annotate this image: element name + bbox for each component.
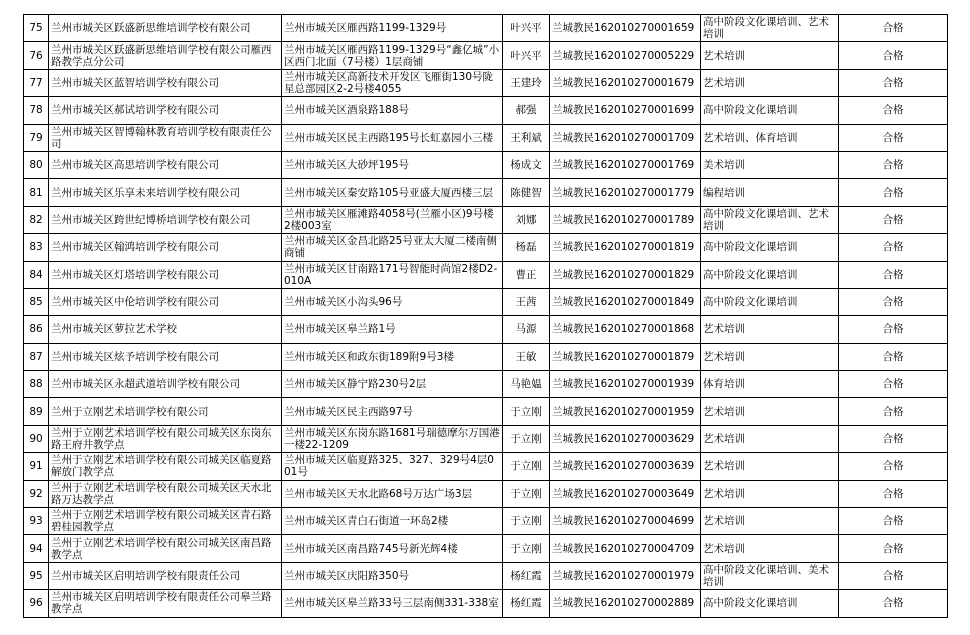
table-row (24, 15, 948, 42)
school-inspection-table (23, 14, 948, 618)
license-number-cell: 兰城教民162010270003629 (550, 425, 701, 452)
address-cell: 兰州市城关区东岗东路1681号瑞德摩尔万国港一楼22-1209 (282, 425, 503, 452)
license-number-cell: 兰城教民162010270001779 (550, 179, 701, 206)
table-body (24, 15, 948, 618)
license-number-cell: 兰城教民162010270001819 (550, 234, 701, 261)
institution-name-cell: 兰州市城关区乐享未来培训学校有限公司 (49, 179, 282, 206)
training-scope-cell: 艺术培训 (701, 42, 839, 69)
institution-name-cell: 兰州市城关区郝试培训学校有限公司 (49, 97, 282, 124)
legal-representative-cell: 杨红霞 (503, 562, 550, 589)
training-scope-cell: 艺术培训 (701, 69, 839, 96)
row-number-cell: 90 (24, 425, 49, 452)
legal-representative-cell: 于立刚 (503, 398, 550, 425)
legal-representative-cell: 马源 (503, 316, 550, 343)
address-cell: 兰州市城关区酒泉路188号 (282, 97, 503, 124)
row-number-cell: 78 (24, 97, 49, 124)
row-number-cell: 75 (24, 15, 49, 42)
institution-name-cell: 兰州市城关区跨世纪博桥培训学校有限公司 (49, 206, 282, 233)
institution-name-cell: 兰州市城关区萝拉艺术学校 (49, 316, 282, 343)
row-number-cell: 85 (24, 288, 49, 315)
address-cell: 兰州市城关区小沟头96号 (282, 288, 503, 315)
row-number-cell: 92 (24, 480, 49, 507)
institution-name-cell: 兰州市城关区启明培训学校有限责任公司皋兰路教学点 (49, 590, 282, 617)
table-row (24, 398, 948, 425)
license-number-cell: 兰城教民162010270001709 (550, 124, 701, 151)
inspection-result-cell: 合格 (839, 69, 948, 96)
table-row (24, 179, 948, 206)
legal-representative-cell: 曹正 (503, 261, 550, 288)
legal-representative-cell: 于立刚 (503, 535, 550, 562)
inspection-result-cell: 合格 (839, 97, 948, 124)
address-cell: 兰州市城关区金昌北路25号亚太大厦二楼南侧商铺 (282, 234, 503, 261)
training-scope-cell: 美术培训 (701, 151, 839, 178)
address-cell: 兰州市城关区皋兰路1号 (282, 316, 503, 343)
inspection-result-cell: 合格 (839, 535, 948, 562)
address-cell: 兰州市城关区秦安路105号亚盛大厦西楼三层 (282, 179, 503, 206)
inspection-result-cell: 合格 (839, 316, 948, 343)
address-cell: 兰州市城关区和政东街189附9号3楼 (282, 343, 503, 370)
legal-representative-cell: 马艳媪 (503, 371, 550, 398)
inspection-result-cell: 合格 (839, 508, 948, 535)
table-row (24, 508, 948, 535)
training-scope-cell: 高中阶段文化课培训、美术培训 (701, 562, 839, 589)
address-cell: 兰州市城关区民主西路195号长虹嘉园小三楼 (282, 124, 503, 151)
inspection-result-cell: 合格 (839, 371, 948, 398)
row-number-cell: 83 (24, 234, 49, 261)
training-scope-cell: 高中阶段文化课培训 (701, 97, 839, 124)
table-row (24, 535, 948, 562)
legal-representative-cell: 叶兴平 (503, 15, 550, 42)
legal-representative-cell: 杨磊 (503, 234, 550, 261)
training-scope-cell: 艺术培训、体育培训 (701, 124, 839, 151)
address-cell: 兰州市城关区青白石街道一环岛2楼 (282, 508, 503, 535)
inspection-result-cell: 合格 (839, 590, 948, 617)
address-cell: 兰州市城关区皋兰路33号三层南侧331-338室 (282, 590, 503, 617)
row-number-cell: 80 (24, 151, 49, 178)
license-number-cell: 兰城教民162010270001789 (550, 206, 701, 233)
legal-representative-cell: 刘娜 (503, 206, 550, 233)
inspection-result-cell: 合格 (839, 234, 948, 261)
table-row (24, 453, 948, 480)
training-scope-cell: 体育培训 (701, 371, 839, 398)
institution-name-cell: 兰州市城关区智博翰林教育培训学校有限责任公司 (49, 124, 282, 151)
row-number-cell: 95 (24, 562, 49, 589)
license-number-cell: 兰城教民162010270001868 (550, 316, 701, 343)
training-scope-cell: 高中阶段文化课培训 (701, 234, 839, 261)
institution-name-cell: 兰州市城关区跃盛新思维培训学校有限公司雁西路教学点分公司 (49, 42, 282, 69)
table-row (24, 69, 948, 96)
license-number-cell: 兰城教民162010270004709 (550, 535, 701, 562)
table-row (24, 425, 948, 452)
training-scope-cell: 艺术培训 (701, 535, 839, 562)
institution-name-cell: 兰州市城关区启明培训学校有限责任公司 (49, 562, 282, 589)
row-number-cell: 86 (24, 316, 49, 343)
inspection-result-cell: 合格 (839, 453, 948, 480)
institution-name-cell: 兰州市城关区高思培训学校有限公司 (49, 151, 282, 178)
row-number-cell: 79 (24, 124, 49, 151)
address-cell: 兰州市城关区雁西路1199-1329号 (282, 15, 503, 42)
training-scope-cell: 高中阶段文化课培训 (701, 288, 839, 315)
institution-name-cell: 兰州于立刚艺术培训学校有限公司城关区青石路碧桂园教学点 (49, 508, 282, 535)
address-cell: 兰州市城关区雁滩路4058号(兰雁小区)9号楼2楼003室 (282, 206, 503, 233)
legal-representative-cell: 王利斌 (503, 124, 550, 151)
license-number-cell: 兰城教民162010270001769 (550, 151, 701, 178)
inspection-result-cell: 合格 (839, 562, 948, 589)
address-cell: 兰州市城关区庆阳路350号 (282, 562, 503, 589)
training-scope-cell: 编程培训 (701, 179, 839, 206)
institution-name-cell: 兰州市城关区永超武道培训学校有限公司 (49, 371, 282, 398)
training-scope-cell: 艺术培训 (701, 343, 839, 370)
license-number-cell: 兰城教民162010270003639 (550, 453, 701, 480)
license-number-cell: 兰城教民162010270001959 (550, 398, 701, 425)
training-scope-cell: 高中阶段文化课培训 (701, 261, 839, 288)
row-number-cell: 87 (24, 343, 49, 370)
address-cell: 兰州市城关区民主西路97号 (282, 398, 503, 425)
address-cell: 兰州市城关区临夏路325、327、329号4层001号 (282, 453, 503, 480)
training-scope-cell: 高中阶段文化课培训 (701, 590, 839, 617)
legal-representative-cell: 于立刚 (503, 453, 550, 480)
legal-representative-cell: 郝强 (503, 97, 550, 124)
row-number-cell: 89 (24, 398, 49, 425)
inspection-result-cell: 合格 (839, 288, 948, 315)
table-row (24, 261, 948, 288)
address-cell: 兰州市城关区高新技术开发区飞雁街130号陇星总部园区2-2号楼4055 (282, 69, 503, 96)
inspection-result-cell: 合格 (839, 480, 948, 507)
training-scope-cell: 艺术培训 (701, 453, 839, 480)
training-scope-cell: 高中阶段文化课培训、艺术培训 (701, 15, 839, 42)
table-row (24, 590, 948, 617)
license-number-cell: 兰城教民162010270005229 (550, 42, 701, 69)
license-number-cell: 兰城教民162010270001699 (550, 97, 701, 124)
legal-representative-cell: 杨成文 (503, 151, 550, 178)
license-number-cell: 兰城教民162010270003649 (550, 480, 701, 507)
table-row (24, 480, 948, 507)
institution-name-cell: 兰州市城关区灯塔培训学校有限公司 (49, 261, 282, 288)
table-row (24, 206, 948, 233)
institution-name-cell: 兰州于立刚艺术培训学校有限公司城关区南昌路教学点 (49, 535, 282, 562)
inspection-result-cell: 合格 (839, 151, 948, 178)
table-row (24, 124, 948, 151)
row-number-cell: 88 (24, 371, 49, 398)
table-row (24, 371, 948, 398)
row-number-cell: 91 (24, 453, 49, 480)
inspection-result-cell: 合格 (839, 206, 948, 233)
row-number-cell: 82 (24, 206, 49, 233)
legal-representative-cell: 杨红霞 (503, 590, 550, 617)
legal-representative-cell: 于立刚 (503, 480, 550, 507)
institution-name-cell: 兰州市城关区炫予培训学校有限公司 (49, 343, 282, 370)
training-scope-cell: 艺术培训 (701, 508, 839, 535)
inspection-result-cell: 合格 (839, 42, 948, 69)
table-row (24, 97, 948, 124)
inspection-result-cell: 合格 (839, 425, 948, 452)
inspection-result-cell: 合格 (839, 15, 948, 42)
license-number-cell: 兰城教民162010270001939 (550, 371, 701, 398)
legal-representative-cell: 于立刚 (503, 508, 550, 535)
training-scope-cell: 艺术培训 (701, 316, 839, 343)
inspection-result-cell: 合格 (839, 398, 948, 425)
institution-name-cell: 兰州于立刚艺术培训学校有限公司城关区天水北路万达教学点 (49, 480, 282, 507)
address-cell: 兰州市城关区大砂坪195号 (282, 151, 503, 178)
row-number-cell: 81 (24, 179, 49, 206)
row-number-cell: 96 (24, 590, 49, 617)
training-scope-cell: 艺术培训 (701, 480, 839, 507)
table-row (24, 343, 948, 370)
table-row (24, 288, 948, 315)
legal-representative-cell: 王敏 (503, 343, 550, 370)
table-row (24, 562, 948, 589)
license-number-cell: 兰城教民162010270002889 (550, 590, 701, 617)
institution-name-cell: 兰州于立刚艺术培训学校有限公司 (49, 398, 282, 425)
license-number-cell: 兰城教民162010270001849 (550, 288, 701, 315)
table-row (24, 316, 948, 343)
license-number-cell: 兰城教民162010270001659 (550, 15, 701, 42)
institution-name-cell: 兰州于立刚艺术培训学校有限公司城关区临夏路解放门教学点 (49, 453, 282, 480)
legal-representative-cell: 陈健智 (503, 179, 550, 206)
table-row (24, 234, 948, 261)
row-number-cell: 94 (24, 535, 49, 562)
institution-name-cell: 兰州市城关区蓝智培训学校有限公司 (49, 69, 282, 96)
inspection-result-cell: 合格 (839, 343, 948, 370)
address-cell: 兰州市城关区南昌路745号新光辉4楼 (282, 535, 503, 562)
address-cell: 兰州市城关区天水北路68号万达广场3层 (282, 480, 503, 507)
row-number-cell: 76 (24, 42, 49, 69)
institution-name-cell: 兰州市城关区翰鸿培训学校有限公司 (49, 234, 282, 261)
inspection-result-cell: 合格 (839, 179, 948, 206)
training-scope-cell: 艺术培训 (701, 425, 839, 452)
legal-representative-cell: 叶兴平 (503, 42, 550, 69)
legal-representative-cell: 于立刚 (503, 425, 550, 452)
training-scope-cell: 高中阶段文化课培训、艺术培训 (701, 206, 839, 233)
institution-name-cell: 兰州市城关区跃盛新思维培训学校有限公司 (49, 15, 282, 42)
training-scope-cell: 艺术培训 (701, 398, 839, 425)
row-number-cell: 77 (24, 69, 49, 96)
license-number-cell: 兰城教民162010270004699 (550, 508, 701, 535)
address-cell: 兰州市城关区甘南路171号智能时尚馆2楼D2-010A (282, 261, 503, 288)
legal-representative-cell: 王茜 (503, 288, 550, 315)
table-row (24, 42, 948, 69)
address-cell: 兰州市城关区雁西路1199-1329号“鑫亿城”小区西门北面（7号楼）1层商铺 (282, 42, 503, 69)
legal-representative-cell: 王建玲 (503, 69, 550, 96)
institution-name-cell: 兰州于立刚艺术培训学校有限公司城关区东岗东路王府井教学点 (49, 425, 282, 452)
table-row (24, 151, 948, 178)
inspection-result-cell: 合格 (839, 261, 948, 288)
row-number-cell: 84 (24, 261, 49, 288)
address-cell: 兰州市城关区静宁路230号2层 (282, 371, 503, 398)
institution-name-cell: 兰州市城关区中伦培训学校有限公司 (49, 288, 282, 315)
license-number-cell: 兰城教民162010270001829 (550, 261, 701, 288)
license-number-cell: 兰城教民162010270001879 (550, 343, 701, 370)
license-number-cell: 兰城教民162010270001979 (550, 562, 701, 589)
row-number-cell: 93 (24, 508, 49, 535)
license-number-cell: 兰城教民162010270001679 (550, 69, 701, 96)
inspection-result-cell: 合格 (839, 124, 948, 151)
